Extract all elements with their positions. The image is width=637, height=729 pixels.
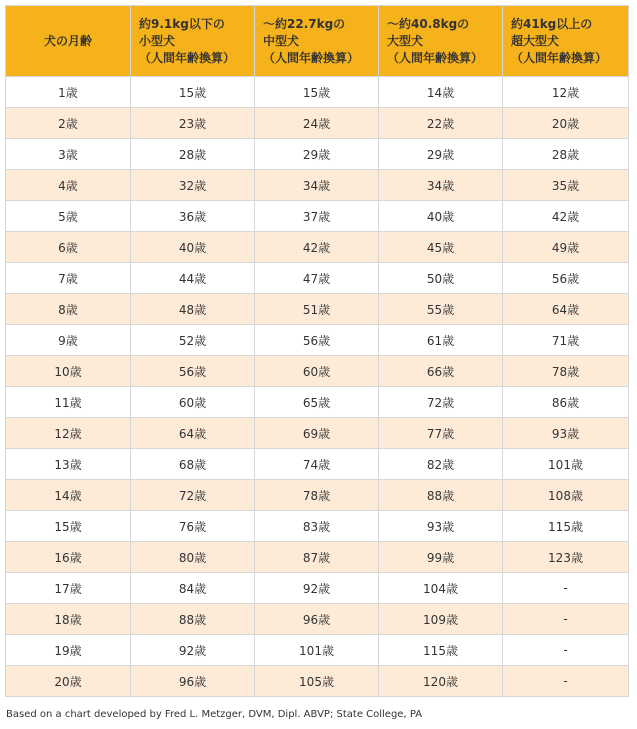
cell-small-dog: 23歳: [131, 108, 255, 139]
table-row: [6, 418, 629, 449]
cell-medium-dog: 60歳: [255, 356, 379, 387]
cell-dog-age: 10歳: [6, 356, 131, 387]
cell-large-dog: 72歳: [379, 387, 503, 418]
dog-age-table: [5, 5, 629, 697]
cell-large-dog: 120歳: [379, 666, 503, 697]
header-line: （人間年齢換算）: [511, 50, 608, 65]
cell-small-dog: 72歳: [131, 480, 255, 511]
cell-giant-dog: -: [503, 604, 629, 635]
cell-medium-dog: 92歳: [255, 573, 379, 604]
header-line: 約41kg以上の: [511, 16, 593, 31]
cell-small-dog: 32歳: [131, 170, 255, 201]
cell-large-dog: 29歳: [379, 139, 503, 170]
cell-dog-age: 4歳: [6, 170, 131, 201]
header-line: 〜約40.8kgの: [387, 16, 470, 31]
cell-large-dog: 45歳: [379, 232, 503, 263]
cell-large-dog: 55歳: [379, 294, 503, 325]
cell-dog-age: 3歳: [6, 139, 131, 170]
cell-dog-age: 18歳: [6, 604, 131, 635]
cell-small-dog: 60歳: [131, 387, 255, 418]
cell-giant-dog: 86歳: [503, 387, 629, 418]
cell-medium-dog: 47歳: [255, 263, 379, 294]
cell-medium-dog: 29歳: [255, 139, 379, 170]
cell-dog-age: 6歳: [6, 232, 131, 263]
cell-small-dog: 96歳: [131, 666, 255, 697]
cell-small-dog: 92歳: [131, 635, 255, 666]
cell-giant-dog: -: [503, 666, 629, 697]
cell-giant-dog: 12歳: [503, 77, 629, 108]
cell-giant-dog: 49歳: [503, 232, 629, 263]
cell-giant-dog: 20歳: [503, 108, 629, 139]
cell-medium-dog: 69歳: [255, 418, 379, 449]
header-line: 約9.1kg以下の: [139, 16, 225, 31]
cell-medium-dog: 65歳: [255, 387, 379, 418]
dog-age-table-container: [5, 5, 628, 697]
cell-medium-dog: 78歳: [255, 480, 379, 511]
cell-giant-dog: 108歳: [503, 480, 629, 511]
cell-large-dog: 93歳: [379, 511, 503, 542]
cell-medium-dog: 15歳: [255, 77, 379, 108]
cell-dog-age: 8歳: [6, 294, 131, 325]
cell-large-dog: 82歳: [379, 449, 503, 480]
cell-giant-dog: 115歳: [503, 511, 629, 542]
cell-large-dog: 50歳: [379, 263, 503, 294]
cell-dog-age: 5歳: [6, 201, 131, 232]
table-row: [6, 480, 629, 511]
table-row: [6, 325, 629, 356]
cell-dog-age: 1歳: [6, 77, 131, 108]
cell-large-dog: 61歳: [379, 325, 503, 356]
cell-medium-dog: 37歳: [255, 201, 379, 232]
cell-medium-dog: 74歳: [255, 449, 379, 480]
cell-small-dog: 28歳: [131, 139, 255, 170]
cell-medium-dog: 42歳: [255, 232, 379, 263]
table-row: [6, 387, 629, 418]
table-row: [6, 108, 629, 139]
header-dog-age: [6, 6, 131, 77]
cell-large-dog: 77歳: [379, 418, 503, 449]
header-line: 〜約22.7kgの: [263, 16, 346, 31]
cell-large-dog: 40歳: [379, 201, 503, 232]
cell-giant-dog: 71歳: [503, 325, 629, 356]
header-giant-dog: [503, 6, 629, 77]
cell-small-dog: 68歳: [131, 449, 255, 480]
table-row: [6, 573, 629, 604]
cell-dog-age: 16歳: [6, 542, 131, 573]
cell-medium-dog: 101歳: [255, 635, 379, 666]
cell-medium-dog: 96歳: [255, 604, 379, 635]
table-row: [6, 511, 629, 542]
table-row: [6, 449, 629, 480]
cell-dog-age: 17歳: [6, 573, 131, 604]
header-line: （人間年齢換算）: [263, 50, 360, 65]
cell-large-dog: 104歳: [379, 573, 503, 604]
cell-dog-age: 13歳: [6, 449, 131, 480]
table-row: [6, 139, 629, 170]
table-row: [6, 263, 629, 294]
header-large-dog: [379, 6, 503, 77]
cell-dog-age: 20歳: [6, 666, 131, 697]
table-row: [6, 635, 629, 666]
cell-giant-dog: 64歳: [503, 294, 629, 325]
table-row: [6, 77, 629, 108]
cell-small-dog: 76歳: [131, 511, 255, 542]
table-row: [6, 356, 629, 387]
cell-giant-dog: 56歳: [503, 263, 629, 294]
cell-giant-dog: 28歳: [503, 139, 629, 170]
cell-small-dog: 40歳: [131, 232, 255, 263]
cell-large-dog: 14歳: [379, 77, 503, 108]
cell-small-dog: 64歳: [131, 418, 255, 449]
header-line: 中型犬: [263, 33, 300, 48]
table-row: [6, 604, 629, 635]
cell-giant-dog: 42歳: [503, 201, 629, 232]
cell-dog-age: 11歳: [6, 387, 131, 418]
cell-small-dog: 84歳: [131, 573, 255, 604]
table-body: [6, 77, 629, 697]
cell-large-dog: 115歳: [379, 635, 503, 666]
cell-large-dog: 99歳: [379, 542, 503, 573]
cell-giant-dog: 35歳: [503, 170, 629, 201]
header-line: （人間年齢換算）: [387, 50, 484, 65]
cell-dog-age: 2歳: [6, 108, 131, 139]
cell-giant-dog: -: [503, 573, 629, 604]
cell-medium-dog: 83歳: [255, 511, 379, 542]
cell-small-dog: 52歳: [131, 325, 255, 356]
cell-medium-dog: 34歳: [255, 170, 379, 201]
table-row: [6, 170, 629, 201]
header-line: 小型犬: [139, 33, 176, 48]
cell-small-dog: 56歳: [131, 356, 255, 387]
header-line: （人間年齢換算）: [139, 50, 236, 65]
cell-giant-dog: 123歳: [503, 542, 629, 573]
table-row: [6, 542, 629, 573]
cell-medium-dog: 105歳: [255, 666, 379, 697]
header-line: 犬の月齢: [43, 33, 92, 48]
table-header: [6, 6, 629, 77]
cell-giant-dog: 101歳: [503, 449, 629, 480]
cell-medium-dog: 51歳: [255, 294, 379, 325]
cell-small-dog: 88歳: [131, 604, 255, 635]
cell-dog-age: 19歳: [6, 635, 131, 666]
cell-medium-dog: 87歳: [255, 542, 379, 573]
header-line: 超大型犬: [511, 33, 560, 48]
cell-small-dog: 15歳: [131, 77, 255, 108]
cell-large-dog: 34歳: [379, 170, 503, 201]
cell-large-dog: 22歳: [379, 108, 503, 139]
source-footnote: Based on a chart developed by Fred L. Metzger, DVM, Dipl. ABVP; State College, PA: [6, 709, 423, 720]
header-row: [6, 6, 629, 77]
header-medium-dog: [255, 6, 379, 77]
table-row: [6, 294, 629, 325]
cell-giant-dog: -: [503, 635, 629, 666]
cell-giant-dog: 78歳: [503, 356, 629, 387]
cell-small-dog: 44歳: [131, 263, 255, 294]
cell-dog-age: 9歳: [6, 325, 131, 356]
cell-dog-age: 12歳: [6, 418, 131, 449]
cell-medium-dog: 24歳: [255, 108, 379, 139]
header-line: 大型犬: [387, 33, 424, 48]
cell-large-dog: 66歳: [379, 356, 503, 387]
cell-small-dog: 36歳: [131, 201, 255, 232]
cell-small-dog: 48歳: [131, 294, 255, 325]
cell-dog-age: 14歳: [6, 480, 131, 511]
cell-medium-dog: 56歳: [255, 325, 379, 356]
table-row: [6, 232, 629, 263]
cell-large-dog: 88歳: [379, 480, 503, 511]
cell-dog-age: 7歳: [6, 263, 131, 294]
cell-giant-dog: 93歳: [503, 418, 629, 449]
cell-dog-age: 15歳: [6, 511, 131, 542]
table-row: [6, 201, 629, 232]
table-row: [6, 666, 629, 697]
cell-large-dog: 109歳: [379, 604, 503, 635]
cell-small-dog: 80歳: [131, 542, 255, 573]
header-small-dog: [131, 6, 255, 77]
